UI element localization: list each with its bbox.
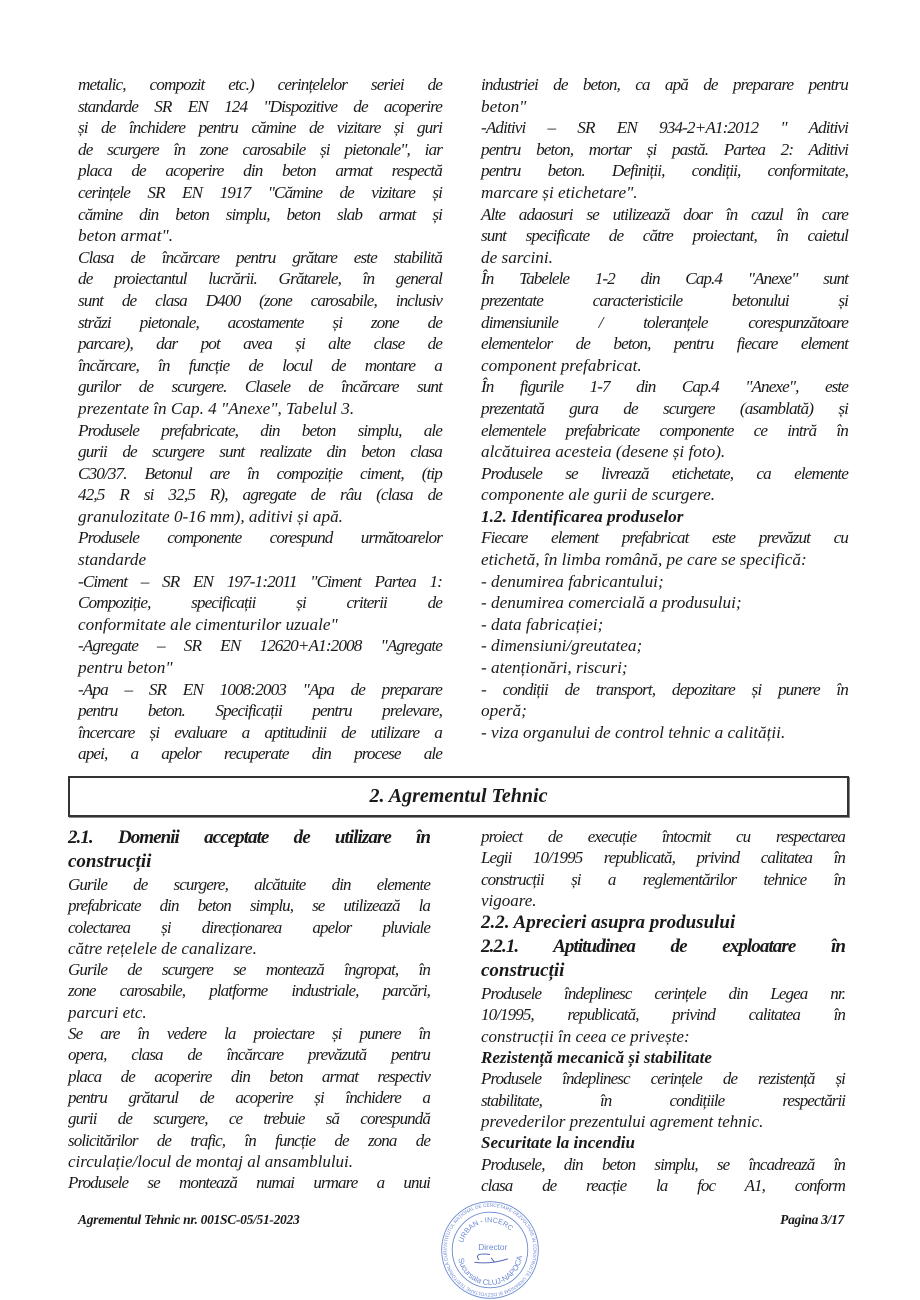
text-line — [78, 398, 442, 420]
text-line-content: construcții și a reglementărilor tehnice în — [481, 869, 845, 889]
paragraph — [481, 983, 845, 1047]
text-line-content: granulozitate 0-16 mm), aditivi și apă. — [78, 506, 343, 526]
text-line — [78, 635, 442, 657]
text-line — [481, 527, 848, 549]
text-line-content: gurilor de scurgere. Clasele de încărcare sunt — [78, 377, 442, 397]
text-line — [78, 290, 442, 312]
section-heading — [481, 506, 848, 528]
text-line — [78, 182, 442, 204]
text-line-content: metalic, compozit etc.) cerințelelor seriei de — [78, 75, 442, 94]
text-line — [68, 1151, 430, 1172]
paragraph — [481, 204, 848, 269]
text-line — [481, 398, 848, 420]
text-line — [481, 614, 848, 636]
top-right-column — [481, 74, 848, 743]
text-line-content: zone carosabile, platforme industriale, parcări, — [68, 981, 430, 1001]
paragraph — [481, 463, 848, 506]
text-line-content: pentru beton" — [78, 658, 173, 678]
text-line — [68, 938, 430, 959]
text-line-content: prezentată gura de scurgere (asamblată) și — [481, 398, 848, 418]
text-line-content: pentru beton. Definiții, condiții, conformitate, — [481, 161, 848, 181]
paragraph — [481, 614, 848, 636]
text-line — [68, 1023, 430, 1044]
text-line-content: - condiții de transport, depozitare și punere în — [481, 679, 848, 699]
section-heading — [481, 935, 845, 983]
text-line-content: 2.2.1. Aptitudinea de exploatare în — [481, 936, 845, 958]
text-line-content: placa de acoperire din beton armat respectiv — [68, 1066, 430, 1086]
text-line — [78, 333, 442, 355]
text-line — [481, 1068, 845, 1089]
text-line-content: către rețelele de canalizare. — [68, 938, 257, 958]
text-line-content: standarde SR EN 124 "Dispozitive de acoperire — [78, 96, 442, 116]
paragraph — [68, 959, 430, 1023]
text-line-content: stabilitate, în condițiile respectării — [481, 1090, 845, 1110]
text-line-content: 2.2. Aprecieri asupra produsului — [481, 912, 736, 934]
text-line-content: - atenționări, riscuri; — [481, 658, 628, 678]
text-line — [68, 1002, 430, 1023]
paragraph — [481, 722, 848, 744]
text-line — [481, 1026, 845, 1047]
svg-text:Sucursala CLUJ-NAPOCA — [456, 1254, 524, 1287]
subheading — [481, 1132, 845, 1153]
text-line-content: Produsele, din beton simplu, se încadrează în — [481, 1154, 845, 1174]
text-line — [481, 657, 848, 679]
text-line-content: pentru grătarul de acoperire și închidere a — [68, 1087, 430, 1107]
text-line-content: 1.2. Identificarea produselor — [481, 506, 684, 526]
text-line-content: Se are în vedere la proiectare și punere în — [68, 1024, 430, 1044]
text-line — [481, 1004, 845, 1025]
paragraph — [481, 679, 848, 722]
text-line-content: și de închidere pentru cămine de vizitare și guri — [78, 118, 442, 138]
text-line-content: prezentate caracteristicile betonului și — [481, 290, 848, 310]
text-line-content: parcuri etc. — [68, 1002, 147, 1022]
text-line-content: pentru beton. Specificații pentru prelevare, — [78, 701, 442, 721]
text-line — [78, 592, 442, 614]
text-line — [481, 679, 848, 701]
text-line — [481, 847, 845, 868]
paragraph — [481, 571, 848, 593]
text-line-content: standarde — [78, 550, 147, 570]
paragraph — [481, 376, 848, 462]
text-line-content: - data fabricației; — [481, 614, 604, 634]
text-line-content: construcții — [481, 960, 565, 982]
text-line-content: vigoare. — [481, 890, 537, 910]
text-line — [68, 1130, 430, 1151]
text-line-content: circulație/locul de montaj al ansamblului. — [68, 1151, 354, 1171]
text-line — [68, 917, 430, 938]
text-line-content: Compoziție, specificații și criterii de — [78, 593, 442, 613]
text-line — [78, 614, 442, 636]
text-line-content: 42,5 R si 32,5 R), agregate de râu (clasa de — [78, 485, 442, 505]
text-line — [68, 959, 430, 980]
paragraph — [481, 635, 848, 657]
text-line-content: -Aditivi – SR EN 934-2+A1:2012 " Aditivi — [481, 118, 848, 138]
text-line-content: C30/37. Betonul are în compoziție ciment, (tip — [78, 463, 442, 483]
section-title: 2. Agrementul Tehnic — [369, 785, 548, 807]
text-line-content: Securitate la incendiu — [481, 1133, 635, 1153]
text-line-content: opera, clasa de încărcare prevăzută pentru — [68, 1045, 430, 1065]
paragraph — [481, 1154, 845, 1197]
text-line-content: colectarea și direcționarea apelor pluviale — [68, 917, 430, 937]
text-line-content: -Apa – SR EN 1008:2003 "Apa de preparare — [78, 679, 442, 699]
text-line-content: 2.1. Domenii acceptate de utilizare în — [68, 827, 430, 848]
text-line — [481, 1111, 845, 1132]
text-line-content: industriei de beton, ca apă de preparare pentru — [481, 75, 848, 94]
paragraph — [78, 74, 442, 247]
text-line-content: Gurile de scurgere, alcătuite din elemente — [68, 875, 430, 894]
text-line-content: proiect de execuție întocmit cu respectarea — [481, 827, 845, 846]
text-line — [78, 420, 442, 442]
text-line-content: pentru beton, mortar și pastă. Partea 2: Aditivi — [481, 139, 848, 159]
text-line — [78, 743, 442, 765]
text-line — [78, 247, 442, 269]
text-line — [481, 1132, 845, 1153]
paragraph — [68, 1172, 430, 1193]
bottom-right-column — [481, 826, 845, 1196]
text-line — [68, 1172, 430, 1193]
text-line-content: de proiectantul lucrării. Grătarele, în general — [78, 269, 442, 289]
text-line — [68, 1066, 430, 1087]
text-line — [78, 722, 442, 744]
paragraph — [78, 571, 442, 636]
text-line — [481, 890, 845, 911]
text-line-content: construcții — [68, 851, 152, 872]
paragraph — [68, 1023, 430, 1172]
text-line-content: Alte adaosuri se utilizează doar în cazul în care — [481, 204, 848, 224]
text-line — [481, 463, 848, 485]
paragraph — [78, 679, 442, 765]
footer-page-number: Pagina 3/17 — [780, 1212, 844, 1227]
paragraph — [481, 1068, 845, 1132]
paragraph — [78, 247, 442, 420]
text-line-content: Produsele îndeplinesc cerințele de rezistență și — [481, 1069, 845, 1089]
text-line-content: Fiecare element prefabricat este prevăzut cu — [481, 528, 848, 548]
text-line-content: - denumirea comercială a produsului; — [481, 593, 742, 613]
text-line — [481, 225, 848, 247]
text-line-content: încărcare, în funcție de locul de montare a — [78, 355, 442, 375]
text-line — [481, 935, 845, 959]
text-line — [481, 635, 848, 657]
text-line-content: Produsele se montează numai urmare a unui — [68, 1173, 430, 1193]
text-line-content: Rezistență mecanică și stabilitate — [481, 1048, 712, 1068]
text-line-content: -Ciment – SR EN 197-1:2011 "Ciment Partea 1: — [78, 571, 442, 591]
text-line — [481, 182, 848, 204]
text-line-content: prefabricate din beton simplu, se utilizează la — [68, 896, 430, 916]
text-line — [78, 355, 442, 377]
text-line — [78, 376, 442, 398]
text-line-content: prevederilor prezentului agrement tehnic. — [481, 1111, 764, 1131]
text-line-content: Legii 10/1995 republicată, privind calitatea în — [481, 848, 845, 868]
text-line — [78, 160, 442, 182]
text-line-content: de sarcini. — [481, 247, 553, 267]
text-line-content: clasa de reacție la foc A1, conform — [481, 1175, 845, 1195]
text-line — [481, 420, 848, 442]
text-line — [481, 1154, 845, 1175]
text-line — [78, 117, 442, 139]
paragraph — [481, 117, 848, 203]
text-line-content: marcare și etichetare". — [481, 182, 638, 202]
paragraph — [78, 635, 442, 678]
paragraph — [481, 74, 848, 117]
text-line — [68, 980, 430, 1001]
text-line-content: solicitărilor de trafic, în funcție de zona de — [68, 1130, 430, 1150]
text-line-content: Produsele prefabricate, din beton simplu, ale — [78, 420, 442, 440]
text-line — [78, 571, 442, 593]
text-line — [481, 290, 848, 312]
text-line-content: elementele prefabricate componente ce intră în — [481, 420, 848, 440]
text-line — [78, 549, 442, 571]
text-line-content: gurii de scurgere, ce trebuie să corespundă — [68, 1109, 430, 1129]
text-line-content: sunt specificate de către proiectant, în caietul — [481, 226, 848, 246]
text-line-content: Produsele îndeplinesc cerințele din Legea nr. — [481, 984, 845, 1004]
text-line — [481, 1175, 845, 1196]
text-line-content: gurii de scurgere sunt realizate din beton clasa — [78, 442, 442, 462]
text-line-content: de scurgere în zone carosabile și pietonale", iar — [78, 139, 442, 159]
text-line — [68, 1108, 430, 1129]
text-line — [481, 506, 848, 528]
paragraph — [68, 874, 430, 959]
text-line — [481, 117, 848, 139]
text-line — [68, 850, 430, 874]
text-line — [78, 679, 442, 701]
text-line-content: component prefabricat. — [481, 355, 642, 375]
text-line-content: placa de acoperire din beton armat respectă — [78, 161, 442, 181]
text-line — [481, 139, 848, 161]
paragraph — [481, 592, 848, 614]
text-line — [481, 74, 848, 96]
text-line — [78, 463, 442, 485]
text-line — [68, 1044, 430, 1065]
section-heading — [68, 826, 430, 874]
text-line-content: apei, a apelor recuperate din procese ale — [78, 744, 442, 764]
stamp-outer-text: INSTITUTUL NAȚIONAL DE CERCETARE-DEZVOLTARE ÎN CONSTRUCȚII, URBANISM ȘI DEZVOLTARE TERITORIALĂ DUR — [443, 1203, 537, 1297]
paragraph — [78, 527, 442, 570]
text-line — [481, 911, 845, 935]
text-line-content: elementelor de beton, pentru fiecare element — [481, 334, 848, 354]
stamp-bottom-text: Sucursala CLUJ-NAPOCA — [456, 1254, 525, 1288]
text-line — [481, 376, 848, 398]
text-line — [481, 247, 848, 269]
top-left-column — [78, 74, 442, 765]
text-line — [481, 312, 848, 334]
section-heading — [481, 911, 845, 935]
text-line — [78, 312, 442, 334]
text-line-content: Produsele componente corespund următoarelor — [78, 528, 442, 548]
text-line — [78, 506, 442, 528]
paragraph — [481, 268, 848, 376]
footer-document-number: Agrementul Tehnic nr. 001SC-05/51-2023 — [78, 1212, 300, 1227]
text-line-content: etichetă, în limba română, pe care se specifică: — [481, 550, 807, 570]
text-line — [481, 983, 845, 1004]
text-line-content: străzi pietonale, acostamente și zone de — [78, 312, 442, 332]
text-line-content: beton" — [481, 96, 527, 116]
section-title-box — [68, 776, 849, 817]
text-line-content: încercare și evaluare a aptitudinii de utilizare a — [78, 722, 442, 742]
text-line — [481, 1047, 845, 1068]
text-line-content: cămine din beton simplu, beton slab armat și — [78, 204, 442, 224]
text-line — [78, 700, 442, 722]
text-line — [481, 160, 848, 182]
text-line — [68, 1087, 430, 1108]
text-line — [78, 484, 442, 506]
text-line-content: construcții în ceea ce privește: — [481, 1026, 690, 1046]
paragraph — [481, 826, 845, 911]
text-line — [78, 657, 442, 679]
text-line — [68, 895, 430, 916]
text-line — [78, 74, 442, 96]
text-line — [481, 484, 848, 506]
text-line-content: În Tabelele 1-2 din Cap.4 "Anexe" sunt — [481, 269, 848, 289]
text-line — [78, 96, 442, 118]
text-line — [68, 826, 430, 850]
text-line — [68, 874, 430, 895]
text-line-content: - viza organului de control tehnic a calității. — [481, 722, 786, 742]
bottom-left-column — [68, 826, 430, 1193]
svg-text:URBAN - INCERC — [456, 1215, 515, 1244]
text-line-content: cerințele SR EN 1917 "Cămine de vizitare și — [78, 182, 442, 202]
text-line-content: alcătuirea acesteia (desene și foto). — [481, 442, 726, 462]
text-line-content: conformitate ale cimenturilor uzuale" — [78, 614, 338, 634]
text-line-content: parcare), dar pot avea și alte clase de — [78, 334, 442, 354]
text-line — [481, 571, 848, 593]
text-line — [481, 549, 848, 571]
text-line-content: În figurile 1-7 din Cap.4 "Anexe", este — [481, 377, 848, 397]
text-line-content: Produsele se livrează etichetate, ca elemente — [481, 463, 848, 483]
text-line — [481, 333, 848, 355]
stamp-center-text: Director — [478, 1242, 508, 1252]
text-line — [481, 96, 848, 118]
text-line-content: dimensiunile / toleranțele corespunzătoare — [481, 312, 848, 332]
text-line — [481, 592, 848, 614]
text-line — [481, 355, 848, 377]
text-line-content: - dimensiuni/greutatea; — [481, 636, 643, 656]
text-line — [481, 722, 848, 744]
signature — [474, 1254, 507, 1263]
text-line — [481, 959, 845, 983]
text-line-content: 10/1995, republicată, privind calitatea în — [481, 1005, 845, 1025]
text-line — [78, 139, 442, 161]
text-line-content: operă; — [481, 701, 527, 721]
official-stamp — [440, 1200, 540, 1300]
text-line-content: Clasa de încărcare pentru grătare este stabilită — [78, 247, 442, 267]
text-line — [481, 268, 848, 290]
text-line — [481, 869, 845, 890]
text-line — [481, 700, 848, 722]
text-line — [78, 441, 442, 463]
subheading — [481, 1047, 845, 1068]
text-line — [481, 204, 848, 226]
stamp-inner-text: URBAN - INCERC — [456, 1215, 516, 1244]
text-line-content: - denumirea fabricantului; — [481, 571, 664, 591]
text-line-content: componente ale gurii de scurgere. — [481, 485, 716, 505]
text-line — [78, 268, 442, 290]
paragraph — [78, 420, 442, 528]
text-line-content: -Agregate – SR EN 12620+A1:2008 "Agregate — [78, 636, 442, 656]
text-line-content: Gurile de scurgere se montează îngropat, în — [68, 960, 430, 980]
text-line-content: sunt de clasa D400 (zone carosabile, inclusiv — [78, 290, 442, 310]
text-line — [481, 441, 848, 463]
paragraph — [481, 657, 848, 679]
text-line-content: beton armat". — [78, 226, 174, 246]
paragraph — [481, 527, 848, 570]
text-line-content: prezentate în Cap. 4 "Anexe", Tabelul 3. — [78, 398, 355, 418]
text-line — [78, 225, 442, 247]
text-line — [78, 204, 442, 226]
text-line — [481, 1090, 845, 1111]
text-line — [481, 826, 845, 847]
text-line — [78, 527, 442, 549]
